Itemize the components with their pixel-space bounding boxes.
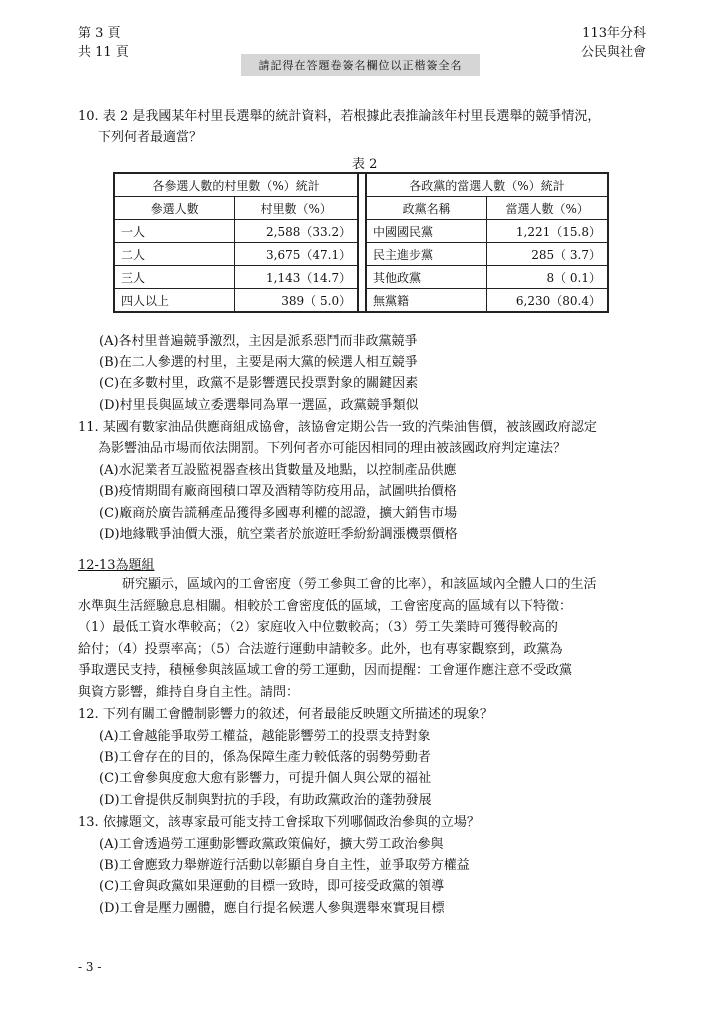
cell-candidates: 四人以上 [114,289,235,313]
question-11-number: 11. [78,420,99,435]
col-candidates: 參選人數 [114,197,235,220]
cell-candidates: 一人 [114,220,235,243]
table-header-row [114,173,608,197]
cell-candidates: 二人 [114,243,235,266]
table-gap [358,173,366,312]
cell-villages: 3,675（47.1） [235,243,358,266]
question-13 [78,812,648,833]
q10-option-c: (C)在多數村里，政黨不是影響選民投票對象的關鍵因素 [99,376,419,391]
question-13-stem-text: 依據題文，該專家最可能支持工會採取下列哪個政治參與的立場？ [102,815,480,830]
q10-option-b: (B)在二人參選的村里，主要是兩大黨的候選人相互競爭 [99,355,418,370]
passage-line: （1）最低工資水準較高；（2）家庭收入中位數較高；（3）勞工失業時可獲得較高的 [78,620,558,635]
question-12-stem-text: 下列有關工會體制影響力的敘述，何者最能反映題文所描述的現象？ [102,707,493,722]
q12-option-d: (D)工會提供反制與對抗的手段，有助政黨政治的蓬勃發展 [99,793,432,808]
cell-villages: 389（ 5.0） [235,289,358,313]
passage-line: 水準與生活經驗息息相關。相較於工會密度低的區域，工會密度高的區域有以下特徵： [78,598,573,614]
cell-elected: 8（ 0.1） [487,266,608,289]
question-13-stem-line-1 [78,812,648,833]
col-party: 政黨名稱 [366,197,487,220]
question-11-stem-line-1 [78,417,648,438]
passage-line: 爭取選民支持，積極參與該區域工會的勞工運動，因而提醒：工會運作應注意不受政黨 [78,663,573,678]
exam-year: 113年分科 [582,26,646,41]
q12-option-b: (B)工會存在的目的，係為保障生產力較低落的弱勢勞動者 [99,750,431,765]
question-10-stem-text: 表 2 是我國某年村里長選舉的統計資料，若根據此表推論該年村里長選舉的競爭情況， [102,109,601,124]
cell-party: 民主進步黨 [366,243,487,266]
question-11 [78,417,648,459]
q13-option-c: (C)工會與政黨如果運動的目標一致時，即可接受政黨的領導 [99,879,445,894]
passage-line: 與資方影響，維持自身自主性。請問： [78,684,300,700]
col-elected: 當選人數（%） [487,197,608,220]
col-villages: 村里數（%） [235,197,358,220]
q13-option-a: (A)工會透過勞工運動影響政黨政策偏好，擴大勞工政治參與 [99,837,444,852]
election-stats-table [113,172,609,313]
q12-option-c: (C)工會參與度愈大愈有影響力，可提升個人與公眾的福祉 [99,771,432,786]
cell-elected: 285（ 3.7） [487,243,608,266]
question-12-stem-line-1 [78,704,648,725]
question-11-stem-line-2: 為影響油品市場而依法開罰。下列何者亦可能因相同的理由被該國政府判定違法？ [98,441,567,456]
passage-line: 研究顯示，區域內的工會密度（勞工參與工會的比率），和該區域內全體人口的生活 [122,577,597,592]
cell-candidates: 三人 [114,266,235,289]
question-13-number: 13. [78,815,99,830]
question-10-number: 10. [78,109,99,124]
page-footer: - 3 - [78,960,102,974]
cell-villages: 1,143（14.7） [235,266,358,289]
question-12 [78,704,648,725]
cell-elected: 1,221（15.8） [487,220,608,243]
signature-notice: 請記得在答題卷簽名欄位以正楷簽全名 [241,54,480,76]
cell-party: 其他政黨 [366,266,487,289]
page-number: 第 3 頁 [78,26,121,41]
right-group-header: 各政黨的當選人數（%）統計 [366,173,608,197]
cell-villages: 2,588（33.2） [235,220,358,243]
q11-option-b: (B)疫情期間有廠商囤積口罩及酒精等防疫用品，試圖哄抬價格 [99,484,457,499]
table-title: 表 2 [352,157,378,172]
cell-party: 中國國民黨 [366,220,487,243]
question-10-stem-line-2: 下列何者最適當？ [98,130,203,145]
subject-name: 公民與社會 [580,45,646,60]
total-pages: 共 11 頁 [78,45,129,60]
cell-elected: 6,230（80.4） [487,289,608,313]
question-10 [78,106,648,148]
passage-line: 給付；（4）投票率高；（5）合法遊行運動申請較多。此外，也有專家觀察到，政黨為 [78,641,563,657]
q13-option-b: (B)工會應致力舉辦遊行活動以彰顯自身自主性，並爭取勞方權益 [99,858,470,873]
left-group-header: 各參選人數的村里數（%）統計 [114,173,358,197]
reading-passage [78,574,646,703]
question-11-stem-text: 某國有數家油品供應商組成協會，該協會定期公告一致的汽柴油售價，被該國政府認定 [102,420,597,435]
q11-option-a: (A)水泥業者互設監視器查核出貨數量及地點，以控制產品供應 [99,463,457,478]
q12-option-a: (A)工會越能爭取勞工權益，越能影響勞工的投票支持對象 [99,729,431,744]
q11-option-c: (C)廠商於廣告謊稱產品獲得多國專利權的認證，擴大銷售市場 [99,506,458,521]
question-12-number: 12. [78,707,99,722]
header-left [78,24,129,62]
cell-party: 無黨籍 [366,289,487,313]
q13-option-d: (D)工會是壓力團體，應自行提名候選人參與選舉來實現目標 [99,901,445,916]
question-10-stem-line-1 [78,106,648,127]
q10-option-a: (A)各村里普遍競爭激烈，主因是派系惡鬥而非政黨競爭 [99,334,418,349]
question-group-label: 12-13為題組 [78,558,155,573]
q11-option-d: (D)地緣戰爭油價大漲，航空業者於旅遊旺季紛紛調漲機票價格 [99,527,458,542]
header-right [581,24,646,62]
q10-option-d: (D)村里長與區域立委選舉同為單一選區，政黨競爭類似 [99,398,419,413]
